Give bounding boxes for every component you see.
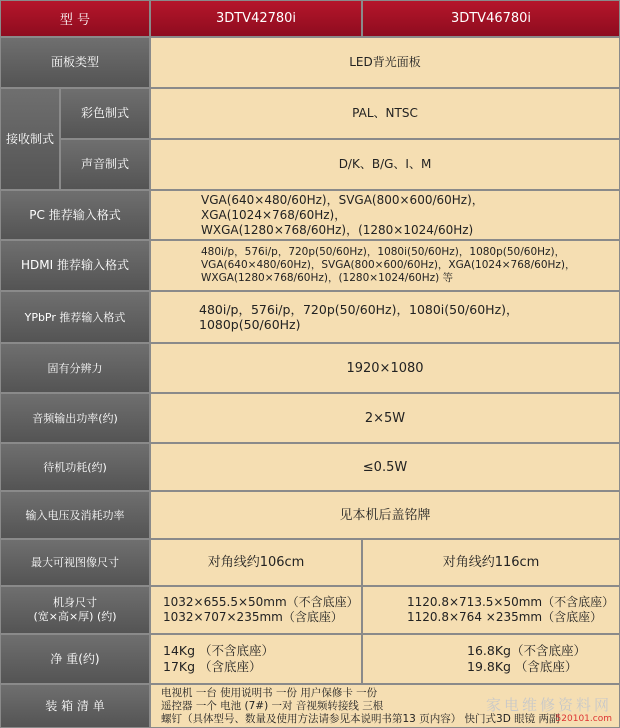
value-audio-output: 2×5W (150, 393, 620, 443)
label-receive-system: 接收制式 (0, 88, 60, 190)
value-sound-system: D/K、B/G、I、M (150, 139, 620, 190)
header-model-a: 3DTV42780i (150, 0, 362, 37)
net-weight-line: 19.8Kg （含底座） (467, 659, 578, 674)
label-body-size-line: (宽×高×厚) (约) (33, 610, 117, 623)
header-label: 型 号 (0, 0, 150, 37)
watermark-text: 家电维修资料网 (485, 696, 612, 714)
label-input-voltage: 输入电压及消耗功率 (0, 491, 150, 539)
value-pc-format (150, 190, 620, 240)
hdmi-format-line: 480i/p，576i/p，720p(50/60Hz)，1080i(50/60Hz)，1080p(50/60Hz)， (201, 246, 566, 258)
value-hdmi-format (150, 240, 620, 291)
value-net-weight-b (362, 634, 620, 684)
hdmi-format-line: VGA(640×480/60Hz)，SVGA(800×600/60Hz)，XGA(1024×768/60Hz)， (201, 259, 576, 271)
pc-format-line: WXGA(1280×768/60Hz)，(1280×1024/60Hz) (201, 222, 474, 237)
label-resolution: 固有分辨力 (0, 343, 150, 393)
value-body-size-b (362, 586, 620, 634)
value-input-voltage: 见本机后盖铭牌 (150, 491, 620, 539)
pc-format-line: VGA(640×480/60Hz)，SVGA(800×600/60Hz)，XGA(1024×768/60Hz)， (201, 192, 484, 222)
label-hdmi-format: HDMI 推荐输入格式 (0, 240, 150, 291)
label-ypbpr-format: YPbPr 推荐输入格式 (0, 291, 150, 343)
package-line: 遥控器 一个 电池 (7#) 一对 音视频转接线 三根 (161, 699, 384, 712)
label-standby-power: 待机功耗(约) (0, 443, 150, 491)
label-pc-format: PC 推荐输入格式 (0, 190, 150, 240)
net-weight-line: 14Kg （不含底座） (163, 643, 275, 658)
value-resolution: 1920×1080 (150, 343, 620, 393)
body-size-line: 1120.8×764 ×235mm（含底座） (407, 610, 603, 624)
watermark-url: 520101.com (555, 714, 612, 724)
value-screen-size-a: 对角线约106cm (150, 539, 362, 586)
body-size-line: 1032×655.5×50mm（不含底座） (163, 595, 359, 609)
body-size-line: 1120.8×713.5×50mm（不含底座） (407, 595, 615, 609)
package-line: 螺钉（具体型号、数量及使用方法请参见本说明书第13 页内容） 快门式3D 眼镜 两副 (161, 712, 560, 725)
value-standby-power: ≤0.5W (150, 443, 620, 491)
label-sound-system: 声音制式 (60, 139, 150, 190)
value-net-weight-a (150, 634, 362, 684)
net-weight-line: 17Kg （含底座） (163, 659, 262, 674)
hdmi-format-line: WXGA(1280×768/60Hz)，(1280×1024/60Hz) 等 (201, 272, 454, 284)
label-body-size (0, 586, 150, 634)
label-body-size-line: 机身尺寸 (53, 596, 97, 609)
label-audio-output: 音频输出功率(约) (0, 393, 150, 443)
value-panel-type: LED背光面板 (150, 37, 620, 88)
header-model-b: 3DTV46780i (362, 0, 620, 37)
package-line: 电视机 一台 使用说明书 一份 用户保修卡 一份 (161, 686, 378, 699)
value-screen-size-b: 对角线约116cm (362, 539, 620, 586)
value-color-system: PAL、NTSC (150, 88, 620, 139)
value-ypbpr-format: 480i/p，576i/p，720p(50/60Hz)，1080i(50/60Hz)，1080p(50/60Hz) (150, 291, 620, 343)
label-panel-type: 面板类型 (0, 37, 150, 88)
value-body-size-a (150, 586, 362, 634)
label-package-list: 装 箱 清 单 (0, 684, 150, 728)
label-screen-size: 最大可视图像尺寸 (0, 539, 150, 586)
site-watermark (486, 698, 612, 726)
label-net-weight: 净 重(约) (0, 634, 150, 684)
label-color-system: 彩色制式 (60, 88, 150, 139)
net-weight-line: 16.8Kg（不含底座） (467, 643, 586, 658)
body-size-line: 1032×707×235mm（含底座） (163, 610, 343, 624)
